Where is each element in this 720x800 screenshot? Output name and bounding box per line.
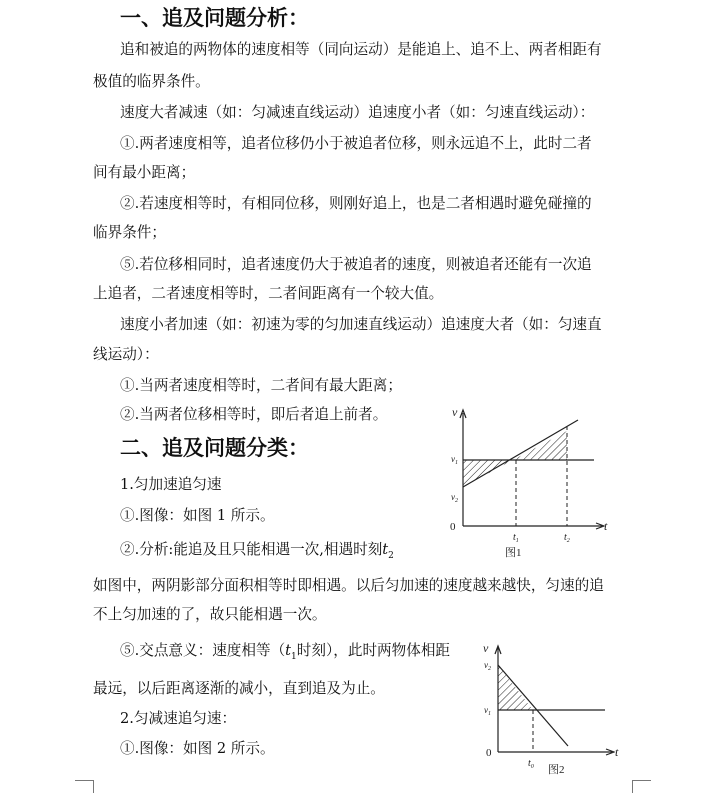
fig2-v2-label: $v_2$ [484,660,491,672]
case-a-point-2-line-1: ②.若速度相等时，有相同位移，则刚好追上，也是二者相遇时避免碰撞的 [120,195,592,212]
case-b-point-2: ②.当两者位移相等时，即后者追上前者。 [120,406,388,423]
point-3-suffix: 时刻），此时两物体相距 [296,642,451,659]
fig2-x-label: t [615,745,619,759]
subsection-1-point-3 [120,639,450,662]
fig1-t2-label: $t_2$ [564,532,570,544]
subsection-2-point-1: ①.图像：如图 2 所示。 [120,740,275,757]
case-b-heading-line-1: 速度小者加速（如：初速为零的匀加速直线运动）追速度大者（如：匀速直 [120,316,602,333]
case-b-point-1: ①.当两者速度相等时，二者间有最大距离； [120,377,402,394]
subsection-2-title: 2.匀减速追匀速： [120,710,237,727]
point-3-variable: t [285,642,292,659]
fig2-t0-label: $t_0$ [528,758,534,770]
shaded-region-right [513,431,567,460]
page-corner-mark-right [632,780,651,793]
fig1-v2-label: $v_2$ [451,492,458,504]
subsection-1-continued-line-2: 不上匀加速的了，故只能相遇一次。 [93,606,327,623]
time-variable: t [382,541,389,558]
subsection-1-title: 1.匀加速追匀速 [120,476,222,493]
point-3-prefix: ⑤.交点意义：速度相等（ [120,642,286,659]
fig2-v1-label: $v_1$ [484,705,491,717]
case-a-point-2-line-2: 临界条件； [93,224,166,241]
fig2-origin-label: 0 [486,747,492,759]
case-a-point-1-line-1: ①.两者速度相等，追者位移仍小于被追者位移，则永远追不上，此时二者 [120,135,592,152]
subsection-1-point-1: ①.图像：如图 1 所示。 [120,507,275,524]
fig1-origin-label: 0 [450,521,456,533]
intro-line-1: 追和被追的两物体的速度相等（同向运动）是能追上、追不上、两者相距有 [120,41,602,58]
subsection-1-continued-line-1: 如图中，两阴影部分面积相等时即相遇。以后匀加速的速度越来越快，匀速的追 [93,577,604,594]
case-a-point-3-line-2: 上追者，二者速度相等时，二者间距离有一个较大值。 [93,285,444,302]
time-subscript: 2 [388,550,394,561]
case-b-heading-line-2: 线运动）： [93,346,159,363]
intro-line-2: 极值的临界条件。 [93,73,210,90]
figure-2 [470,635,640,785]
fig1-t1-label: $t_1$ [513,532,519,544]
fig1-v1-label: $v_1$ [451,454,458,466]
page-corner-mark-left [75,780,94,793]
figure-1 [440,400,620,565]
fig1-y-label: v [452,405,458,419]
case-a-point-1-line-2: 间有最小距离； [93,164,196,181]
fig1-caption: 图1 [505,547,522,559]
subsection-1-point-2-text: ②.分析:能追及且只能相遇一次,相遇时刻 [120,541,383,558]
fig1-x-label: t [604,519,608,533]
heading-analysis: 一、追及问题分析： [120,6,309,30]
subsection-1-point-3-line-2: 最远，以后距离逐渐的减小，直到追及为止。 [93,680,385,697]
heading-classification: 二、追及问题分类： [120,436,309,460]
subsection-1-point-2 [120,538,394,561]
fig2-y-label: v [483,641,489,655]
case-a-heading: 速度大者减速（如：匀减速直线运动）追速度小者（如：匀速直线运动）： [120,104,595,121]
fig2-caption: 图2 [548,764,565,776]
case-a-point-3-line-1: ⑤.若位移相同时，追者速度仍大于被追者的速度，则被追者还能有一次追 [120,256,592,273]
point-3-subscript: 1 [291,651,297,662]
